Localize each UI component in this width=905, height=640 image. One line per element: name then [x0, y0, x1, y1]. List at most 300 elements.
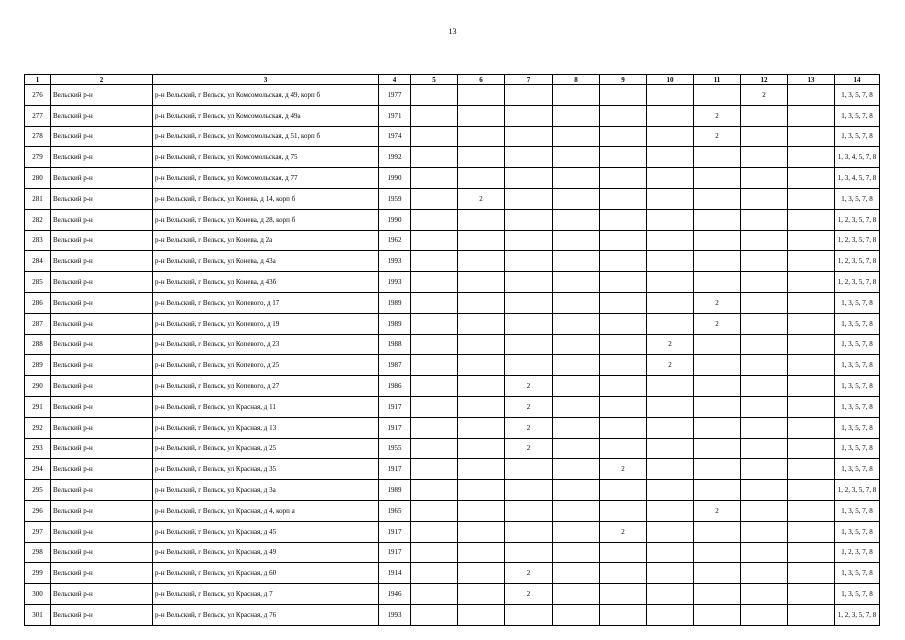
value-cell: [411, 417, 458, 438]
value-cell: [788, 251, 835, 272]
column-header: 10: [647, 75, 694, 85]
year-cell: 1965: [379, 500, 411, 521]
value-cell: [600, 563, 647, 584]
value-cell: [694, 188, 741, 209]
work-types-cell: 1, 2, 3, 5, 7, 8: [835, 480, 880, 501]
table-row: [25, 459, 880, 480]
value-cell: [741, 126, 788, 147]
value-cell: [647, 584, 694, 605]
value-cell: [505, 313, 553, 334]
value-cell: [647, 376, 694, 397]
value-cell: [647, 209, 694, 230]
value-cell: [553, 584, 600, 605]
year-cell: 1917: [379, 542, 411, 563]
row-number-cell: 292: [25, 417, 51, 438]
year-cell: 1946: [379, 584, 411, 605]
row-number-cell: 277: [25, 105, 51, 126]
page-number: 13: [448, 27, 457, 36]
value-cell: [553, 438, 600, 459]
value-cell: [694, 376, 741, 397]
value-cell: [741, 105, 788, 126]
value-cell: 2: [741, 85, 788, 106]
work-types-cell: 1, 3, 5, 7, 8: [835, 292, 880, 313]
value-cell: [788, 521, 835, 542]
value-cell: [694, 355, 741, 376]
table-row: [25, 480, 880, 501]
year-cell: 1990: [379, 209, 411, 230]
column-header: 2: [51, 75, 153, 85]
address-cell: р-н Вельский, г Вельск, ул Красная, д 7: [153, 584, 379, 605]
district-cell: Вельский р-н: [51, 168, 153, 189]
row-number-cell: 285: [25, 272, 51, 293]
district-cell: Вельский р-н: [51, 500, 153, 521]
address-cell: р-н Вельский, г Вельск, ул Красная, д 11: [153, 396, 379, 417]
value-cell: [694, 480, 741, 501]
value-cell: [694, 230, 741, 251]
work-types-cell: 1, 2, 3, 7, 8: [835, 542, 880, 563]
row-number-cell: 295: [25, 480, 51, 501]
value-cell: [458, 209, 505, 230]
value-cell: [694, 563, 741, 584]
value-cell: [647, 313, 694, 334]
row-number-cell: 294: [25, 459, 51, 480]
address-cell: р-н Вельский, г Вельск, ул Конева, д 28, корп б: [153, 209, 379, 230]
value-cell: [505, 292, 553, 313]
value-cell: [458, 168, 505, 189]
column-header: 14: [835, 75, 880, 85]
district-cell: Вельский р-н: [51, 147, 153, 168]
table-row: [25, 438, 880, 459]
district-cell: Вельский р-н: [51, 438, 153, 459]
row-number-cell: 281: [25, 188, 51, 209]
value-cell: [458, 251, 505, 272]
row-number-cell: 293: [25, 438, 51, 459]
value-cell: [411, 584, 458, 605]
value-cell: [458, 292, 505, 313]
column-header: 1: [25, 75, 51, 85]
value-cell: [694, 209, 741, 230]
value-cell: [411, 292, 458, 313]
value-cell: [741, 188, 788, 209]
year-cell: 1917: [379, 396, 411, 417]
value-cell: [411, 480, 458, 501]
year-cell: 1914: [379, 563, 411, 584]
address-cell: р-н Вельский, г Вельск, ул Конева, д 2а: [153, 230, 379, 251]
table-row: [25, 272, 880, 293]
value-cell: [741, 521, 788, 542]
value-cell: [694, 168, 741, 189]
value-cell: [553, 563, 600, 584]
value-cell: [553, 292, 600, 313]
work-types-cell: 1, 3, 5, 7, 8: [835, 584, 880, 605]
value-cell: [647, 230, 694, 251]
housing-table: [24, 74, 880, 626]
value-cell: [600, 168, 647, 189]
value-cell: [647, 563, 694, 584]
year-cell: 1917: [379, 459, 411, 480]
value-cell: [600, 126, 647, 147]
address-cell: р-н Вельский, г Вельск, ул Комсомольская, д 77: [153, 168, 379, 189]
value-cell: [694, 438, 741, 459]
year-cell: 1989: [379, 313, 411, 334]
value-cell: [458, 542, 505, 563]
table-row: [25, 376, 880, 397]
row-number-cell: 291: [25, 396, 51, 417]
address-cell: р-н Вельский, г Вельск, ул Копевого, д 17: [153, 292, 379, 313]
value-cell: [788, 334, 835, 355]
work-types-cell: 1, 2, 3, 5, 7, 8: [835, 209, 880, 230]
value-cell: 2: [694, 500, 741, 521]
value-cell: [788, 563, 835, 584]
value-cell: [600, 438, 647, 459]
value-cell: [458, 604, 505, 625]
value-cell: [788, 355, 835, 376]
year-cell: 1917: [379, 417, 411, 438]
value-cell: [411, 147, 458, 168]
value-cell: [505, 500, 553, 521]
row-number-cell: 280: [25, 168, 51, 189]
year-cell: 1974: [379, 126, 411, 147]
column-header: 9: [600, 75, 647, 85]
value-cell: [694, 521, 741, 542]
value-cell: [788, 168, 835, 189]
value-cell: [741, 251, 788, 272]
value-cell: [505, 272, 553, 293]
table-row: [25, 355, 880, 376]
value-cell: [458, 500, 505, 521]
value-cell: [505, 521, 553, 542]
value-cell: [788, 188, 835, 209]
value-cell: [600, 272, 647, 293]
value-cell: [788, 313, 835, 334]
value-cell: [741, 459, 788, 480]
year-cell: 1959: [379, 188, 411, 209]
work-types-cell: 1, 3, 5, 7, 8: [835, 85, 880, 106]
column-header: 7: [505, 75, 553, 85]
address-cell: р-н Вельский, г Вельск, ул Красная, д 13: [153, 417, 379, 438]
value-cell: [741, 563, 788, 584]
value-cell: [647, 147, 694, 168]
value-cell: [505, 355, 553, 376]
value-cell: [411, 85, 458, 106]
value-cell: 2: [694, 292, 741, 313]
value-cell: [411, 313, 458, 334]
value-cell: [553, 604, 600, 625]
value-cell: [600, 85, 647, 106]
value-cell: [458, 417, 505, 438]
table-row: [25, 126, 880, 147]
value-cell: [694, 417, 741, 438]
row-number-cell: 290: [25, 376, 51, 397]
table-row: [25, 209, 880, 230]
value-cell: [458, 521, 505, 542]
value-cell: [788, 85, 835, 106]
value-cell: [458, 126, 505, 147]
district-cell: Вельский р-н: [51, 584, 153, 605]
work-types-cell: 1, 3, 5, 7, 8: [835, 438, 880, 459]
address-cell: р-н Вельский, г Вельск, ул Красная, д 60: [153, 563, 379, 584]
value-cell: [788, 584, 835, 605]
address-cell: р-н Вельский, г Вельск, ул Красная, д 3а: [153, 480, 379, 501]
district-cell: Вельский р-н: [51, 230, 153, 251]
district-cell: Вельский р-н: [51, 604, 153, 625]
year-cell: 1971: [379, 105, 411, 126]
value-cell: [647, 292, 694, 313]
column-header: 5: [411, 75, 458, 85]
value-cell: [553, 85, 600, 106]
value-cell: [411, 272, 458, 293]
value-cell: [458, 313, 505, 334]
value-cell: [647, 604, 694, 625]
address-cell: р-н Вельский, г Вельск, ул Копевого, д 23: [153, 334, 379, 355]
value-cell: [788, 126, 835, 147]
value-cell: [553, 500, 600, 521]
value-cell: [505, 604, 553, 625]
value-cell: [505, 168, 553, 189]
district-cell: Вельский р-н: [51, 126, 153, 147]
value-cell: [553, 168, 600, 189]
value-cell: [694, 272, 741, 293]
value-cell: [694, 604, 741, 625]
address-cell: р-н Вельский, г Вельск, ул Копевого, д 25: [153, 355, 379, 376]
value-cell: [411, 459, 458, 480]
value-cell: [788, 292, 835, 313]
header-row: [25, 75, 880, 85]
work-types-cell: 1, 2, 3, 5, 7, 8: [835, 272, 880, 293]
work-types-cell: 1, 3, 5, 7, 8: [835, 459, 880, 480]
value-cell: [458, 230, 505, 251]
value-cell: [788, 500, 835, 521]
row-number-cell: 301: [25, 604, 51, 625]
row-number-cell: 300: [25, 584, 51, 605]
value-cell: [600, 396, 647, 417]
value-cell: [647, 459, 694, 480]
address-cell: р-н Вельский, г Вельск, ул Комсомольская, д 49, корп б: [153, 85, 379, 106]
district-cell: Вельский р-н: [51, 251, 153, 272]
value-cell: 2: [505, 396, 553, 417]
row-number-cell: 297: [25, 521, 51, 542]
value-cell: [505, 209, 553, 230]
value-cell: [694, 85, 741, 106]
value-cell: [458, 355, 505, 376]
value-cell: [458, 396, 505, 417]
value-cell: [411, 396, 458, 417]
table-row: [25, 105, 880, 126]
column-header: 8: [553, 75, 600, 85]
value-cell: [741, 334, 788, 355]
value-cell: [741, 230, 788, 251]
district-cell: Вельский р-н: [51, 480, 153, 501]
value-cell: 2: [647, 355, 694, 376]
address-cell: р-н Вельский, г Вельск, ул Конева, д 14, корп б: [153, 188, 379, 209]
work-types-cell: 1, 2, 3, 5, 7, 8: [835, 230, 880, 251]
value-cell: [647, 85, 694, 106]
table-row: [25, 604, 880, 625]
value-cell: [458, 584, 505, 605]
value-cell: [505, 334, 553, 355]
value-cell: [411, 230, 458, 251]
district-cell: Вельский р-н: [51, 272, 153, 293]
value-cell: [741, 272, 788, 293]
value-cell: [788, 459, 835, 480]
table-row: [25, 147, 880, 168]
table-body: [25, 85, 880, 626]
value-cell: 2: [505, 438, 553, 459]
table-row: [25, 521, 880, 542]
value-cell: 2: [458, 188, 505, 209]
value-cell: [788, 417, 835, 438]
address-cell: р-н Вельский, г Вельск, ул Красная, д 35: [153, 459, 379, 480]
value-cell: [458, 85, 505, 106]
row-number-cell: 287: [25, 313, 51, 334]
table-row: [25, 292, 880, 313]
value-cell: [458, 459, 505, 480]
value-cell: [788, 396, 835, 417]
year-cell: 1962: [379, 230, 411, 251]
value-cell: [553, 542, 600, 563]
value-cell: [505, 251, 553, 272]
value-cell: [647, 105, 694, 126]
value-cell: [458, 334, 505, 355]
value-cell: [647, 168, 694, 189]
district-cell: Вельский р-н: [51, 313, 153, 334]
work-types-cell: 1, 3, 5, 7, 8: [835, 188, 880, 209]
year-cell: 1990: [379, 168, 411, 189]
year-cell: 1992: [379, 147, 411, 168]
value-cell: [458, 272, 505, 293]
district-cell: Вельский р-н: [51, 209, 153, 230]
value-cell: [553, 376, 600, 397]
value-cell: [553, 521, 600, 542]
value-cell: 2: [694, 105, 741, 126]
value-cell: [553, 480, 600, 501]
value-cell: [788, 376, 835, 397]
table-row: [25, 251, 880, 272]
value-cell: [411, 355, 458, 376]
value-cell: [600, 251, 647, 272]
value-cell: [553, 272, 600, 293]
value-cell: [411, 376, 458, 397]
row-number-cell: 296: [25, 500, 51, 521]
value-cell: [458, 105, 505, 126]
value-cell: [411, 209, 458, 230]
value-cell: [788, 272, 835, 293]
year-cell: 1986: [379, 376, 411, 397]
value-cell: 2: [600, 459, 647, 480]
table-row: [25, 85, 880, 106]
value-cell: [411, 521, 458, 542]
year-cell: 1993: [379, 604, 411, 625]
value-cell: [741, 438, 788, 459]
value-cell: [694, 459, 741, 480]
table-row: [25, 396, 880, 417]
address-cell: р-н Вельский, г Вельск, ул Комсомольская, д 75: [153, 147, 379, 168]
address-cell: р-н Вельский, г Вельск, ул Конева, д 43а: [153, 251, 379, 272]
work-types-cell: 1, 3, 4, 5, 7, 8: [835, 168, 880, 189]
value-cell: [411, 438, 458, 459]
table-row: [25, 313, 880, 334]
value-cell: [553, 251, 600, 272]
value-cell: [458, 147, 505, 168]
value-cell: [553, 396, 600, 417]
year-cell: 1989: [379, 292, 411, 313]
value-cell: [553, 334, 600, 355]
district-cell: Вельский р-н: [51, 542, 153, 563]
row-number-cell: 283: [25, 230, 51, 251]
value-cell: [741, 209, 788, 230]
value-cell: [600, 417, 647, 438]
value-cell: [600, 147, 647, 168]
row-number-cell: 279: [25, 147, 51, 168]
year-cell: 1987: [379, 355, 411, 376]
value-cell: [694, 147, 741, 168]
value-cell: [505, 230, 553, 251]
column-header: 6: [458, 75, 505, 85]
value-cell: [553, 459, 600, 480]
column-header: 3: [153, 75, 379, 85]
value-cell: [647, 272, 694, 293]
value-cell: [411, 251, 458, 272]
table-row: [25, 500, 880, 521]
value-cell: 2: [647, 334, 694, 355]
value-cell: [741, 292, 788, 313]
value-cell: [647, 251, 694, 272]
value-cell: [788, 438, 835, 459]
row-number-cell: 289: [25, 355, 51, 376]
value-cell: [553, 126, 600, 147]
value-cell: [600, 604, 647, 625]
year-cell: 1917: [379, 521, 411, 542]
work-types-cell: 1, 3, 5, 7, 8: [835, 376, 880, 397]
value-cell: [600, 500, 647, 521]
value-cell: [788, 604, 835, 625]
value-cell: [647, 417, 694, 438]
district-cell: Вельский р-н: [51, 105, 153, 126]
value-cell: [505, 188, 553, 209]
address-cell: р-н Вельский, г Вельск, ул Комсомольская, д 51, корп б: [153, 126, 379, 147]
row-number-cell: 284: [25, 251, 51, 272]
value-cell: 2: [694, 313, 741, 334]
value-cell: [411, 126, 458, 147]
value-cell: 2: [505, 417, 553, 438]
value-cell: 2: [505, 563, 553, 584]
value-cell: [788, 105, 835, 126]
district-cell: Вельский р-н: [51, 459, 153, 480]
work-types-cell: 1, 2, 3, 5, 7, 8: [835, 604, 880, 625]
year-cell: 1988: [379, 334, 411, 355]
value-cell: [741, 604, 788, 625]
value-cell: [741, 417, 788, 438]
value-cell: [788, 230, 835, 251]
value-cell: [600, 542, 647, 563]
value-cell: [553, 417, 600, 438]
value-cell: [411, 542, 458, 563]
value-cell: [647, 396, 694, 417]
value-cell: [694, 542, 741, 563]
value-cell: [788, 147, 835, 168]
value-cell: [553, 230, 600, 251]
work-types-cell: 1, 3, 5, 7, 8: [835, 105, 880, 126]
district-cell: Вельский р-н: [51, 396, 153, 417]
value-cell: [694, 334, 741, 355]
year-cell: 1955: [379, 438, 411, 459]
year-cell: 1993: [379, 272, 411, 293]
value-cell: [600, 230, 647, 251]
value-cell: [458, 480, 505, 501]
value-cell: [741, 542, 788, 563]
value-cell: [411, 188, 458, 209]
district-cell: Вельский р-н: [51, 85, 153, 106]
